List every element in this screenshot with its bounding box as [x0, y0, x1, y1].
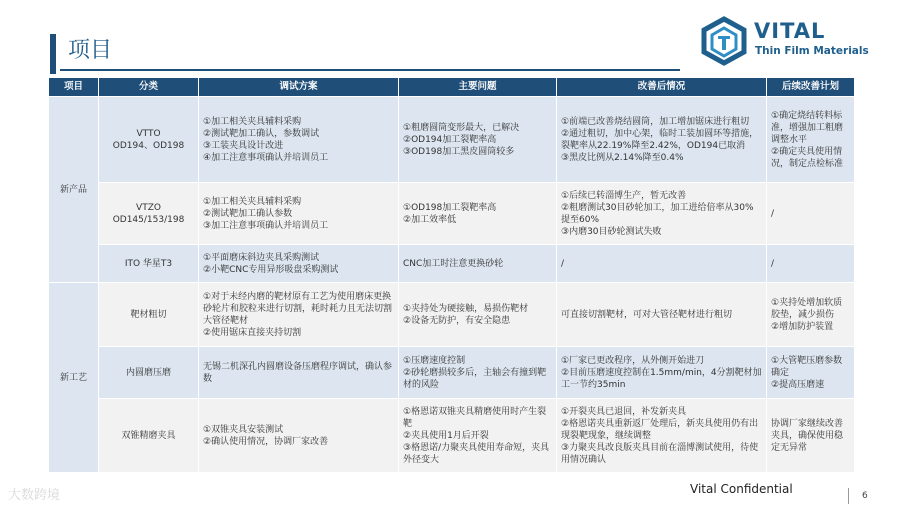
- header-issue: 主要问题: [399, 78, 557, 97]
- row-issue: ①夹持处为硬接触，易损伤靶材 ②设备无防护，有安全隐患: [399, 283, 557, 347]
- row-issue: ①OD198加工裂靶率高 ②加工效率低: [399, 183, 557, 245]
- title-underline: [60, 69, 680, 71]
- row-category: VTTO OD194、OD198: [99, 97, 199, 183]
- company-logo: [700, 16, 885, 70]
- table-row: [49, 399, 855, 473]
- row-issue: ①压磨速度控制 ②砂轮磨损较多后，主轴会有撞到靶材的风险: [399, 347, 557, 399]
- row-next: ①夹持处增加软质胶垫，减少损伤 ②增加防护装置: [767, 283, 855, 347]
- row-result: ①厂家已更改程序，从外侧开始进刀 ②目前压磨速度控制在1.5mm/min，4分割靶材加工一节约35min: [557, 347, 767, 399]
- row-category: 靶材粗切: [99, 283, 199, 347]
- row-category: ITO 华星T3: [99, 245, 199, 283]
- row-category: 内圆磨压磨: [99, 347, 199, 399]
- row-issue: ①格恩诺双锥夹具精磨使用时产生裂靶 ②夹具使用1月后开裂 ③格恩诺/力聚夹具使用寿命短，夹具外径变大: [399, 399, 557, 473]
- row-plan: ①对于未经内磨的靶材原有工艺为使用磨床更换砂轮片和胶粒来进行切割，耗时耗力且无法切割大管径靶材 ②使用锯床直接夹持切割: [199, 283, 399, 347]
- group-new-product: 新产品: [49, 97, 99, 283]
- row-next: 协调厂家继续改善夹具，确保使用稳定无异常: [767, 399, 855, 473]
- row-result: 可直接切割靶材，可对大管径靶材进行粗切: [557, 283, 767, 347]
- row-plan: ①平面磨床斜边夹具采购测试 ②小靶CNC专用异形吸盘采购测试: [199, 245, 399, 283]
- page-number: 6: [862, 491, 868, 501]
- table-row: [49, 283, 855, 347]
- table-header-row: [49, 78, 855, 97]
- table-row: [49, 183, 855, 245]
- row-category: VTZO OD145/153/198: [99, 183, 199, 245]
- table-row: [49, 97, 855, 183]
- header-project: 项目: [49, 78, 99, 97]
- table-row: [49, 245, 855, 283]
- row-next: /: [767, 183, 855, 245]
- group-new-process: 新工艺: [49, 283, 99, 473]
- footer-divider: [848, 488, 849, 504]
- table-row: [49, 347, 855, 399]
- row-next: ①大管靶压磨参数确定 ②提高压磨速: [767, 347, 855, 399]
- header-category: 分类: [99, 78, 199, 97]
- row-issue: CNC加工时注意更换砂轮: [399, 245, 557, 283]
- row-category: 双锥精磨夹具: [99, 399, 199, 473]
- watermark: 大数跨境: [8, 488, 61, 503]
- header-plan: 调试方案: [199, 78, 399, 97]
- row-result: ①后续已转淄博生产，暂无改善 ②粗磨测试30目砂轮加工，加工进给倍率从30%提至60% ③内磨30目砂轮测试失败: [557, 183, 767, 245]
- logo-hexagon-icon: [700, 16, 748, 66]
- page-title: 项目: [68, 38, 113, 63]
- row-plan: ①双锥夹具安装测试 ②确认使用情况，协调厂家改善: [199, 399, 399, 473]
- row-next: /: [767, 245, 855, 283]
- header-result: 改善后情况: [557, 78, 767, 97]
- row-issue: ①粗磨圆筒变形最大，已解决 ②OD194加工裂靶率高 ③OD198加工黑皮圆筒较多: [399, 97, 557, 183]
- logo-wordmark: VITAL: [754, 19, 826, 43]
- project-table: [48, 77, 855, 473]
- row-result: ①开裂夹具已退回，补发新夹具 ②格恩诺夹具重新返厂处理后，新夹具使用仍有出现裂靶现象，继续调整 ③力聚夹具改良版夹具目前在淄博测试使用，待使用情况确认: [557, 399, 767, 473]
- logo-tagline: Thin Film Materials: [755, 45, 869, 57]
- title-accent-bar: [50, 34, 56, 74]
- row-plan: ①加工相关夹具辅料采购 ②测试靶加工确认参数 ③加工注意事项确认并培训员工: [199, 183, 399, 245]
- row-next: ①确定烧结转料标准，增强加工粗磨调整水平 ②确定夹具使用情况，制定点检标准: [767, 97, 855, 183]
- row-result: /: [557, 245, 767, 283]
- row-plan: 无锡二机深孔内圆磨设备压磨程序调试，确认参数: [199, 347, 399, 399]
- confidential-label: Vital Confidential: [690, 482, 793, 496]
- header-next: 后续改善计划: [767, 78, 855, 97]
- row-result: ①前端已改善烧结圆筒，加工增加锯床进行粗切 ②通过粗切，加中心架，临时工装加圆环等措施，裂靶率从22.19%降至2.42%，OD194已取消 ③黑皮比例从2.14%降至0.4%: [557, 97, 767, 183]
- row-plan: ①加工相关夹具辅料采购 ②测试靶加工确认，参数调试 ③工装夹具设计改进 ④加工注意事项确认并培训员工: [199, 97, 399, 183]
